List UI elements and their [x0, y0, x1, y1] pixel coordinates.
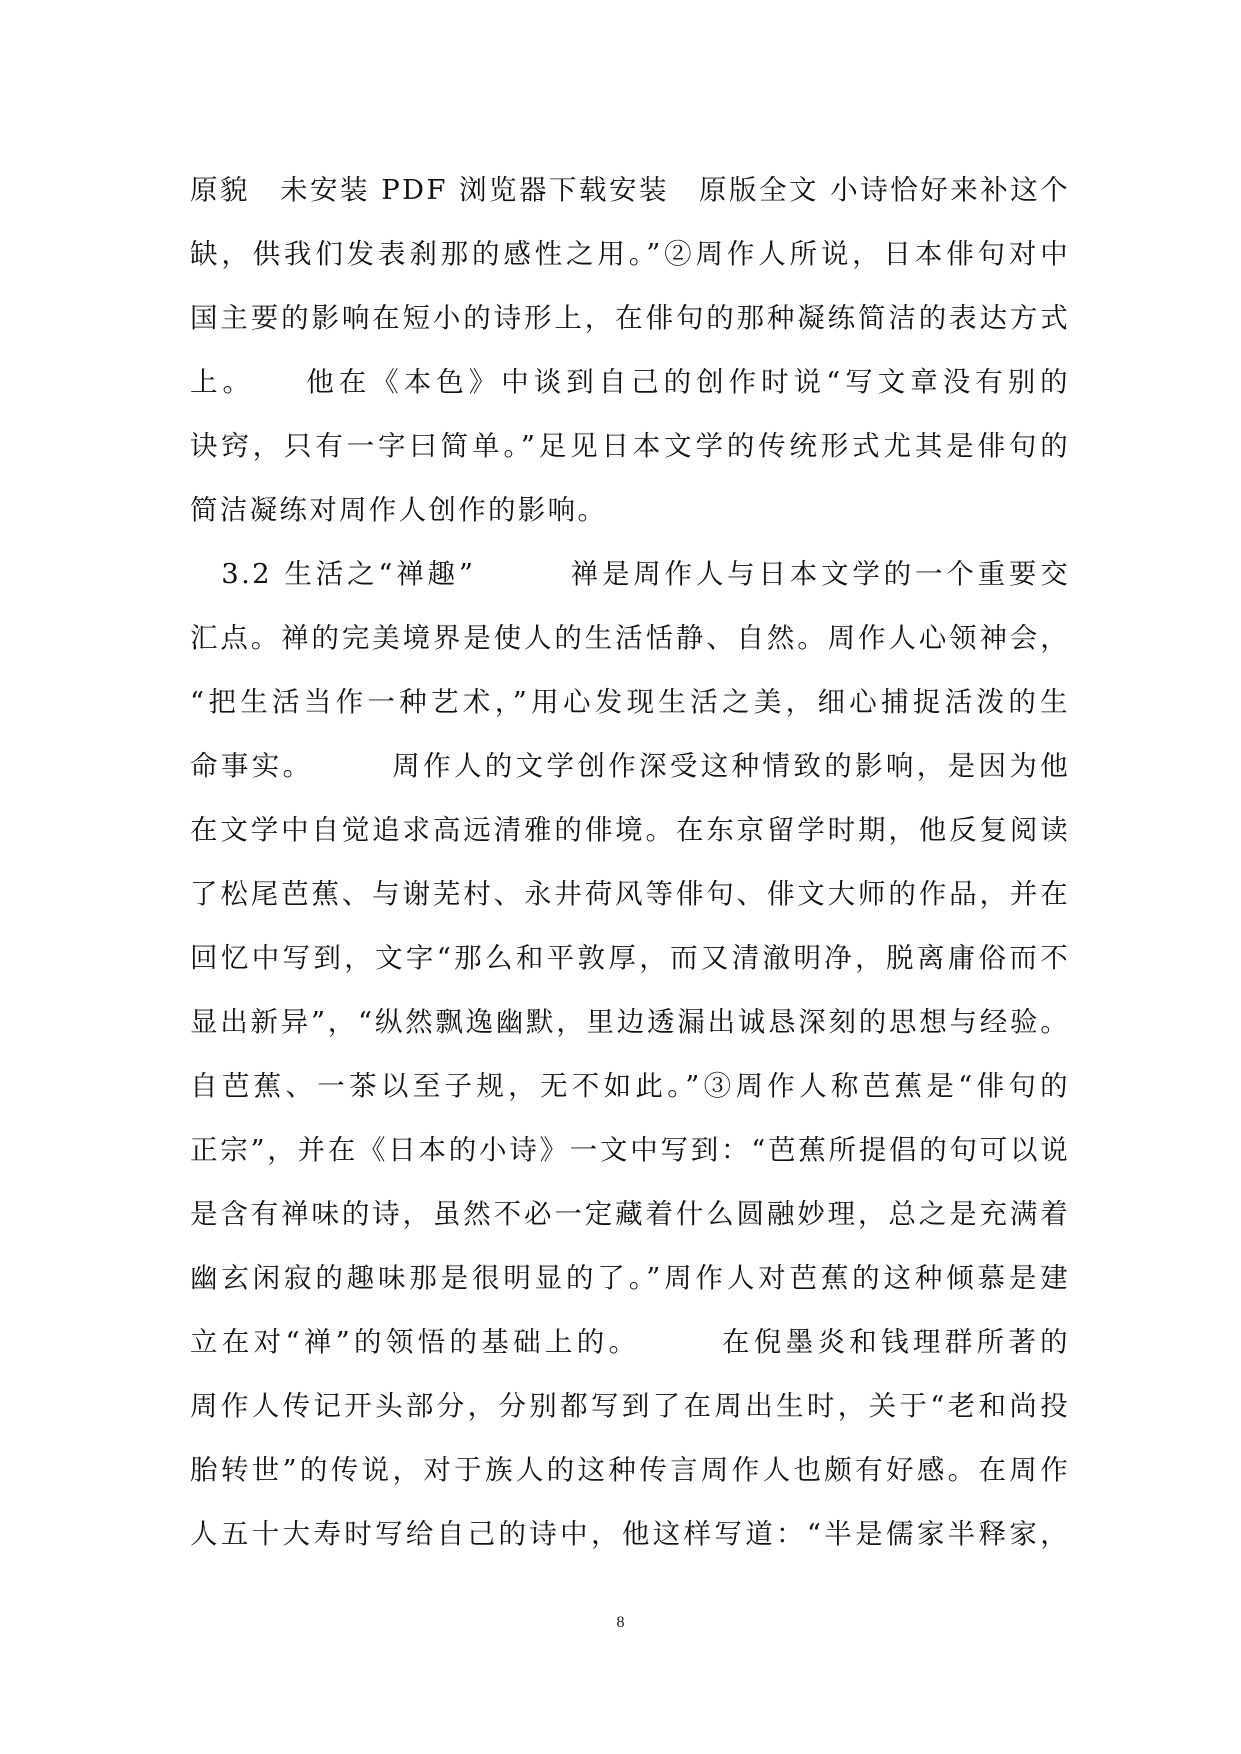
text-line-16: 正宗”，并在《日本的小诗》一文中写到：“芭蕉所提倡的句可以说 — [190, 1134, 1070, 1166]
text-line-20: 周作人传记开头部分，分别都写到了在周出生时，关于“老和尚投 — [190, 1390, 1070, 1422]
text-line-11: 在文学中自觉追求高远清雅的俳境。在东京留学时期，他反复阅读 — [190, 814, 1070, 846]
text-line-13: 回忆中写到，文字“那么和平敦厚，而又清澈明净，脱离庸俗而不 — [190, 942, 1070, 974]
page-number: 8 — [616, 1614, 625, 1631]
text-line-21: 胎转世”的传说，对于族人的这种传言周作人也颇有好感。在周作 — [190, 1454, 1070, 1486]
text-line-18: 幽玄闲寂的趣味那是很明显的了。”周作人对芭蕉的这种倾慕是建 — [190, 1262, 1070, 1294]
text-line-14: 显出新异”，“纵然飘逸幽默，里边透漏出诚恳深刻的思想与经验。 — [190, 1006, 1070, 1038]
text-line-6: 简洁凝练对周作人创作的影响。 — [190, 494, 608, 526]
text-line-7: 3.2 生活之“禅趣” 禅是周作人与日本文学的一个重要交 — [190, 558, 1070, 590]
text-line-15: 自芭蕉、一茶以至子规，无不如此。”③周作人称芭蕉是“俳句的 — [190, 1070, 1070, 1102]
text-line-9: “把生活当作一种艺术，”用心发现生活之美，细心捕捉活泼的生 — [190, 686, 1070, 718]
text-line-3: 国主要的影响在短小的诗形上，在俳句的那种凝练简洁的表达方式 — [190, 302, 1070, 334]
text-line-4: 上。 他在《本色》中谈到自己的创作时说“写文章没有别的 — [190, 366, 1070, 398]
text-line-17: 是含有禅味的诗，虽然不必一定藏着什么圆融妙理，总之是充满着 — [190, 1198, 1070, 1230]
text-line-22: 人五十大寿时写给自己的诗中，他这样写道：“半是儒家半释家， — [190, 1518, 1070, 1550]
text-line-10: 命事实。 周作人的文学创作深受这种情致的影响，是因为他 — [190, 750, 1070, 782]
text-line-1: 原貌 未安装 PDF 浏览器下载安装 原版全文 小诗恰好来补这个 — [190, 174, 1070, 206]
text-line-5: 诀窍，只有一字曰简单。”足见日本文学的传统形式尤其是俳句的 — [190, 430, 1070, 462]
text-line-2: 缺，供我们发表刹那的感性之用。”②周作人所说，日本俳句对中 — [190, 238, 1070, 270]
text-line-19: 立在对“禅”的领悟的基础上的。 在倪墨炎和钱理群所著的 — [190, 1326, 1070, 1358]
text-line-12: 了松尾芭蕉、与谢芜村、永井荷风等俳句、俳文大师的作品，并在 — [190, 878, 1070, 910]
body-text — [190, 158, 1070, 1566]
text-line-8: 汇点。禅的完美境界是使人的生活恬静、自然。周作人心领神会， — [190, 622, 1070, 654]
